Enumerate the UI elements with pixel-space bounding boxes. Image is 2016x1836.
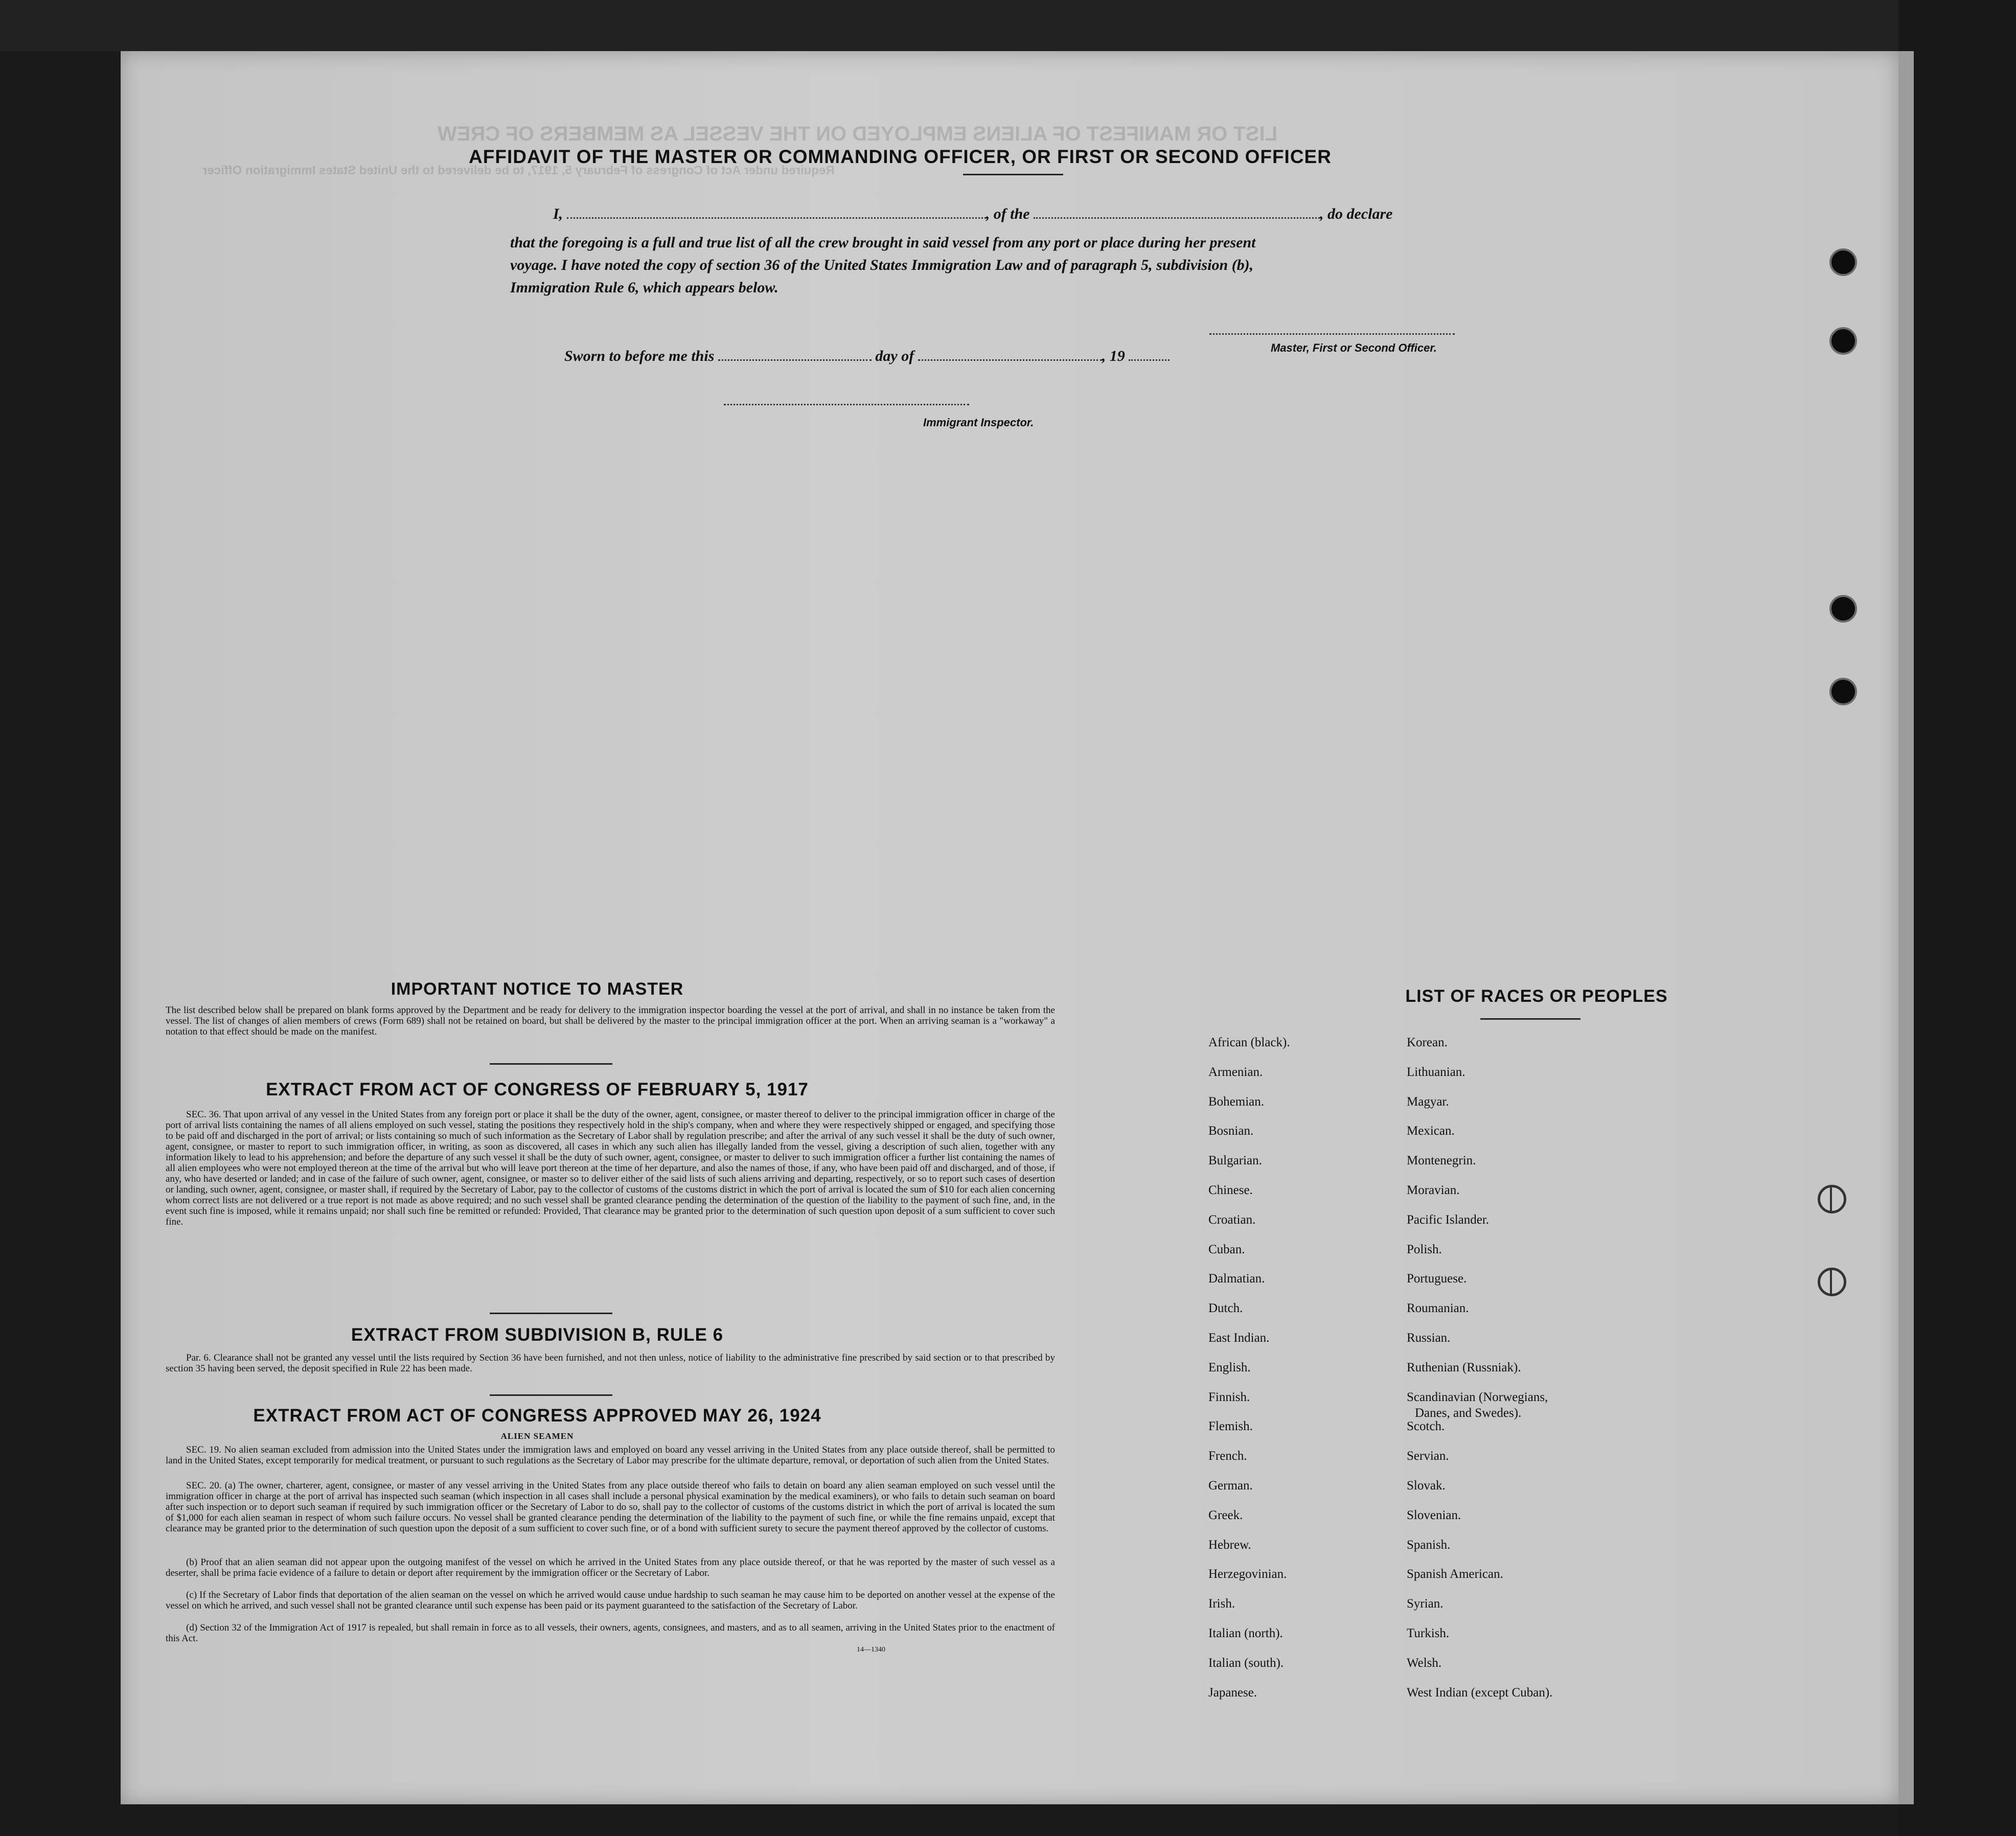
extract-1924-title: EXTRACT FROM ACT OF CONGRESS APPROVED MAY 26, 1924 <box>253 1406 821 1426</box>
race-item: Bulgarian. <box>1208 1154 1262 1168</box>
race-item: African (black). <box>1208 1036 1290 1049</box>
sworn-year-field[interactable] <box>1129 359 1170 361</box>
extract-1917-title: EXTRACT FROM ACT OF CONGRESS OF FEBRUARY 5, 1917 <box>266 1080 809 1099</box>
race-item: Italian (north). <box>1208 1626 1283 1640</box>
inspector-label: Immigrant Inspector. <box>923 416 1034 429</box>
sec-19-text: SEC. 19. No alien seaman excluded from admission into the United States under the immigration laws and employed on board any vessel arriving in the United States from any place outside thereof, shall be permitted to land in the United States, except temporarily for medical treatment, or pursuant to such regulations as the Secretary of Labor may prescribe for the ultimate departure, removal, or deportation of such alien from the United States. <box>166 1444 1055 1466</box>
master-name-field[interactable] <box>567 217 986 219</box>
extract-rule6-divider <box>490 1394 612 1396</box>
affidavit-line-1 <box>553 205 1392 223</box>
race-item: Croatian. <box>1208 1212 1256 1227</box>
sec-20d-text: (d) Section 32 of the Immigration Act of 1917 is repealed, but shall remain in force as to all vessels, their owners, agents, consignees, and masters, and as to all seamen, arriving in the United States prior to the enactment of this Act. <box>166 1622 1055 1644</box>
race-item: Welsh. <box>1407 1656 1442 1670</box>
label-day-of: day of <box>875 348 914 364</box>
binder-hole <box>1829 248 1857 276</box>
notice-title: IMPORTANT NOTICE TO MASTER <box>391 979 684 999</box>
race-item: Ruthenian (Russniak). <box>1407 1360 1521 1374</box>
race-item: Servian. <box>1407 1449 1449 1463</box>
races-title: LIST OF RACES OR PEOPLES <box>1405 986 1668 1006</box>
race-item: East Indian. <box>1208 1331 1270 1345</box>
race-item: Montenegrin. <box>1407 1154 1476 1168</box>
race-item: Lithuanian. <box>1407 1065 1465 1079</box>
label-i: I, <box>553 205 563 222</box>
title-underline <box>963 174 1063 175</box>
race-item: Mexican. <box>1407 1124 1455 1138</box>
affidavit-statement-1: that the foregoing is a full and true list of all the crew brought in said vessel from any port or place during her present <box>510 234 1256 251</box>
affidavit-statement-3: Immigration Rule 6, which appears below. <box>510 279 778 296</box>
binder-hole <box>1829 595 1857 623</box>
race-item: Italian (south). <box>1208 1656 1284 1670</box>
race-item: Armenian. <box>1208 1065 1263 1079</box>
extract-rule6-body: Par. 6. Clearance shall not be granted any vessel until the lists required by Section 36 have been furnished, and not then unless, notice of liability to the administrative fine prescribed by said section or to that prescribed by section 35 having been served, the deposit specified in Rule 22 has been made. <box>166 1352 1055 1374</box>
binder-hole <box>1818 1185 1846 1213</box>
alien-seamen-subtitle: ALIEN SEAMEN <box>500 1431 574 1441</box>
race-item: Bohemian. <box>1208 1094 1265 1109</box>
race-item: Polish. <box>1407 1242 1442 1256</box>
race-item: Moravian. <box>1407 1183 1460 1197</box>
race-item: Slovak. <box>1407 1479 1446 1493</box>
race-item: Japanese. <box>1208 1685 1257 1700</box>
race-item: Scotch. <box>1407 1419 1445 1434</box>
sworn-day-field[interactable] <box>718 359 872 361</box>
sec-20b-text: (b) Proof that an alien seaman did not appear upon the outgoing manifest of the vessel on which he arrived in the United States from any place outside thereof, or that he was reported by the master of such vessel as a deserter, shall be prima facie evidence of a failure to detain or deport after requirement by the immigration officer or the Secretary of Labor. <box>166 1557 1055 1578</box>
race-item: Flemish. <box>1208 1419 1253 1434</box>
binder-hole <box>1829 678 1857 705</box>
inspector-signature-line[interactable] <box>724 404 969 405</box>
notice-divider <box>490 1063 612 1065</box>
race-item: Bosnian. <box>1208 1124 1254 1138</box>
race-item: Syrian. <box>1407 1597 1444 1611</box>
bleed-through-text: Required under Act of Congress of February 5, 1917, to be delivered to the United States Immigration Officer <box>202 164 835 177</box>
vessel-name-field[interactable] <box>1034 217 1320 219</box>
race-item: French. <box>1208 1449 1247 1463</box>
document-page <box>121 51 1898 1804</box>
sworn-line <box>564 348 1170 365</box>
race-item: Roumanian. <box>1407 1301 1469 1316</box>
race-item: Portuguese. <box>1407 1272 1467 1286</box>
race-item: Cuban. <box>1208 1242 1245 1256</box>
race-item: Scandinavian (Norwegians, <box>1407 1390 1548 1404</box>
race-item: Finnish. <box>1208 1390 1250 1404</box>
race-item: German. <box>1208 1479 1253 1493</box>
binder-hole <box>1818 1268 1846 1296</box>
sworn-month-field[interactable] <box>918 359 1102 361</box>
race-item: English. <box>1208 1360 1251 1374</box>
label-sworn: Sworn to before me this <box>564 348 715 364</box>
sec-20c-text: (c) If the Secretary of Labor finds that deportation of the alien seaman on the vessel on which he arrived would cause undue hardship to such seaman he may cause him to be deported on another vessel at the expense of the vessel on which he arrived, and such vessel shall not be granted clearance until such expense has been paid or its payment guaranteed to the satisfaction of the Secretary of Labor. <box>166 1590 1055 1611</box>
label-do-declare: , do declare <box>1320 205 1393 222</box>
race-item: Herzegovinian. <box>1208 1567 1287 1581</box>
affidavit-statement-2: voyage. I have noted the copy of section 36 of the United States Immigration Law and of paragraph 5, subdivision (b), <box>510 257 1254 273</box>
label-of-the: , of the <box>986 205 1030 222</box>
master-signature-label: Master, First or Second Officer. <box>1271 341 1437 354</box>
race-item: Irish. <box>1208 1597 1235 1611</box>
race-item: Chinese. <box>1208 1183 1253 1197</box>
extract-rule6-title: EXTRACT FROM SUBDIVISION B, RULE 6 <box>351 1325 724 1345</box>
label-year: , 19 <box>1102 348 1125 364</box>
race-item: Russian. <box>1407 1331 1451 1345</box>
race-item: Greek. <box>1208 1508 1243 1522</box>
affidavit-title: AFFIDAVIT OF THE MASTER OR COMMANDING OFFICER, OR FIRST OR SECOND OFFICER <box>469 146 1332 167</box>
race-item: Danes, and Swedes). <box>1415 1406 1522 1420</box>
master-signature-line[interactable] <box>1209 333 1455 335</box>
form-number: 14—1340 <box>857 1646 885 1654</box>
binder-hole <box>1829 327 1857 355</box>
race-item: Hebrew. <box>1208 1537 1251 1552</box>
race-item: West Indian (except Cuban). <box>1407 1685 1553 1700</box>
race-item: Korean. <box>1407 1036 1448 1049</box>
scan-border-top <box>0 0 2016 51</box>
race-item: Magyar. <box>1407 1094 1449 1109</box>
race-item: Dalmatian. <box>1208 1272 1265 1286</box>
bleed-through-text: LIST OR MANIFEST OF ALIENS EMPLOYED ON THE VESSEL AS MEMBERS OF CREW <box>438 123 1278 145</box>
page-edge <box>1898 51 1914 1804</box>
notice-body: The list described below shall be prepared on blank forms approved by the Department and be ready for delivery to the immigration inspector boarding the vessel at the port of arrival, and shall in no instance be taken from the vessel. The list of changes of alien members of crews (Form 689) shall not be retained on board, but shall be delivered by the master to the principal immigration officer at the port. When an arriving seaman is a "workaway" a notation to that effect should be made on the manifest. <box>166 1005 1055 1037</box>
race-item: Turkish. <box>1407 1626 1450 1640</box>
race-item: Spanish American. <box>1407 1567 1503 1581</box>
extract-1917-divider <box>490 1313 612 1314</box>
race-item: Slovenian. <box>1407 1508 1461 1522</box>
race-item: Spanish. <box>1407 1537 1451 1552</box>
race-item: Pacific Islander. <box>1407 1212 1490 1227</box>
races-title-underline <box>1480 1018 1580 1020</box>
scan-border-right <box>1898 0 2016 1836</box>
race-item: Dutch. <box>1208 1301 1243 1316</box>
extract-1917-body: SEC. 36. That upon arrival of any vessel in the United States from any foreign port or place it shall be the duty of the owner, agent, consignee, or master thereof to deliver to the principal immigration officer in charge of the port of arrival lists containing the names of all aliens employed on such vessel, stating the positions they respectively hold in the ship's company, when and where they were respectively shipped or engaged, and specifying those to be paid off and discharged in the port of arrival; or lists containing so much of such information as the Secretary of Labor shall by regulation prescribe; and after the arrival of any such vessel it shall be the duty of such owner, agent, consignee, or master to report to such immigration officer, in writing, as soon as discovered, all cases in which any such alien has illegally landed from the vessel, giving a description of such alien, together with any information likely to lead to his apprehension; and before the departure of any such vessel it shall be the duty of such owner, agent, consignee, or master to deliver to such immigration officer a further list containing the names of all alien employees who were not employed thereon at the time of the arrival but who will leave port thereon at the time of her departure, and also the names of those, if any, who have been paid off and discharged, and of those, if any, who have deserted or landed; and in case of the failure of such owner, agent, consignee, or master so to deliver either of the said lists of such aliens arriving and departing, respectively, or so to report such cases of desertion or landing, such owner, agent, consignee, or master shall, if required by the Secretary of Labor, pay to the collector of customs of the customs district in which the port of arrival is located the sum of $10 for each alien concerning whom correct lists are not delivered or a true report is not made as above required; and no such vessel shall be granted clearance pending the determination of the question of the liability to the payment of such fine, and, in the event such fine is imposed, while it remains unpaid; nor shall such fine be remitted or refunded: Provided, That clearance may be granted prior to the determination of such question upon deposit of a sum sufficient to cover such fine. <box>166 1109 1055 1227</box>
sec-20a-text: SEC. 20. (a) The owner, charterer, agent, consignee, or master of any vessel arriving in the United States from any place outside thereof who fails to detain on board any alien seaman employed on such vessel until the immigration officer in charge at the port of arrival has inspected such seaman (which inspection in all cases shall include a personal physical examination by the medical examiners), or who fails to detain such seaman on board after such inspection or to deport such seaman if required by such immigration officer or the Secretary of Labor to do so, shall pay to the collector of customs of the customs district in which the port of arrival is located the sum of $1,000 for each alien seaman in respect of whom such failure occurs. No vessel shall be granted clearance pending the determination of the liability to the payment of such fine, or while the fine remains unpaid, except that clearance may be granted prior to the determination of such question upon the deposit of a sum sufficient to cover such fine, or of a bond with sufficient surety to secure the payment thereof approved by the collector of customs. <box>166 1480 1055 1534</box>
